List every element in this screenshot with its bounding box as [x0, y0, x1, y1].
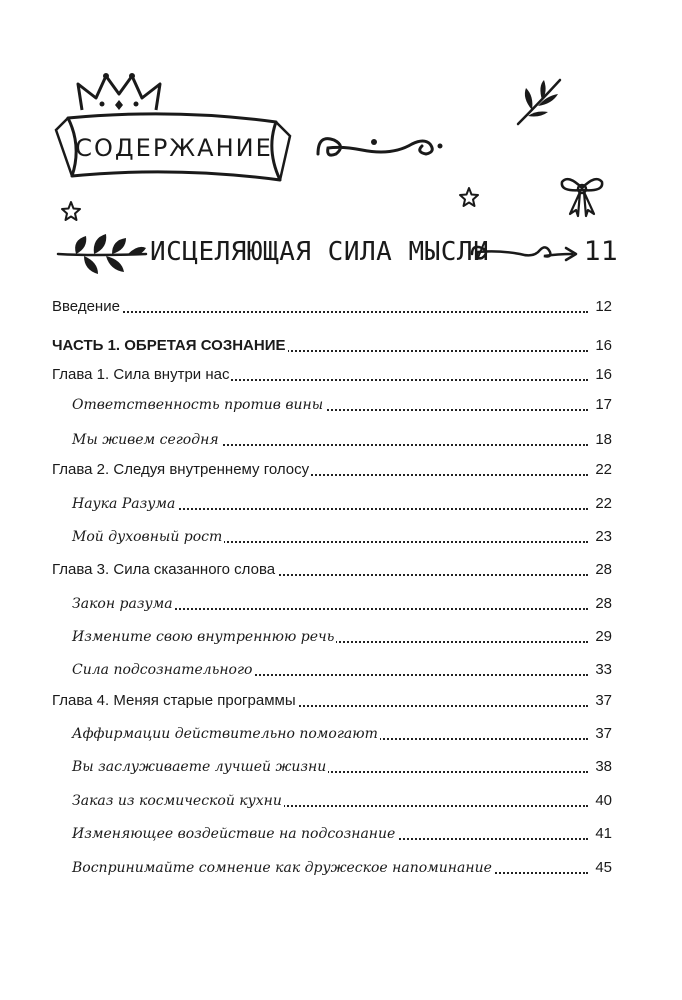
- toc-entry-label: Глава 2. Следуя внутреннему голосу: [52, 458, 311, 482]
- flourish-icon: [312, 128, 446, 164]
- toc-entry-page: 40: [593, 789, 612, 813]
- toc-entry[interactable]: [0, 428, 682, 452]
- toc-entry-label: Аффирмации действительно помогают: [72, 722, 380, 746]
- toc-entry-label: Мы живем сегодня: [72, 428, 221, 452]
- toc-entry-label: Изменяющее воздействие на подсознание: [72, 822, 397, 846]
- toc-entry[interactable]: [0, 334, 682, 358]
- crown-icon: [74, 70, 164, 114]
- toc-entry-label: Наука Разума: [72, 492, 177, 516]
- toc-entry-label: Воспринимайте сомнение как дружеское напоминание: [72, 856, 494, 880]
- toc-entry[interactable]: [0, 592, 682, 616]
- toc-entry-page: 33: [593, 658, 612, 682]
- toc-entry-page: 16: [593, 363, 612, 387]
- toc-entry-page: 29: [593, 625, 612, 649]
- toc-entry-page: 37: [593, 689, 612, 713]
- toc-entry[interactable]: [0, 393, 682, 417]
- toc-entry-page: 28: [593, 558, 612, 582]
- toc-entry-label: Заказ из космической кухни: [72, 789, 284, 813]
- bow-icon: [558, 170, 606, 220]
- star-icon: [458, 186, 480, 208]
- toc-entry[interactable]: [0, 856, 682, 880]
- star-icon: [60, 200, 82, 222]
- toc-entry-page: 38: [593, 755, 612, 779]
- toc-entry-label: Глава 1. Сила внутри нас: [52, 363, 231, 387]
- toc-entry-label: ЧАСТЬ 1. ОБРЕТАЯ СОЗНАНИЕ: [52, 334, 288, 358]
- toc-entry-page: 22: [593, 458, 612, 482]
- toc-entry-page: 45: [593, 856, 612, 880]
- toc-entry-page: 18: [593, 428, 612, 452]
- toc-entry[interactable]: [0, 722, 682, 746]
- toc-entry-page: 23: [593, 525, 612, 549]
- toc-entry[interactable]: [0, 525, 682, 549]
- toc-entry-page: 41: [593, 822, 612, 846]
- toc-entry-label: Введение: [52, 295, 122, 319]
- toc-entry-label: Ответственность против вины: [72, 393, 325, 417]
- book-title: ИСЦЕЛЯЮЩАЯ СИЛА МЫСЛИ: [150, 237, 490, 267]
- toc-entry-label: Глава 3. Сила сказанного слова: [52, 558, 277, 582]
- toc-entry[interactable]: [0, 789, 682, 813]
- toc-entry[interactable]: [0, 689, 682, 713]
- swirl-arrow-icon: [468, 240, 580, 266]
- toc-entry[interactable]: [0, 658, 682, 682]
- toc-entry[interactable]: [0, 295, 682, 319]
- toc-entry[interactable]: [0, 363, 682, 387]
- toc-entry[interactable]: [0, 822, 682, 846]
- toc-entry-label: Закон разума: [72, 592, 175, 616]
- leaf-branch-icon: [512, 74, 568, 130]
- toc-entry[interactable]: [0, 755, 682, 779]
- vine-icon: [54, 232, 150, 278]
- toc-entry-page: 16: [593, 334, 612, 358]
- toc-entry-label: Мой духовный рост: [72, 525, 224, 549]
- toc-entry-label: Вы заслуживаете лучшей жизни: [72, 755, 328, 779]
- toc-entry-page: 22: [593, 492, 612, 516]
- book-page-number: 11: [584, 236, 619, 267]
- toc-entry-page: 17: [593, 393, 612, 417]
- toc-entry[interactable]: [0, 492, 682, 516]
- toc-entry[interactable]: [0, 625, 682, 649]
- toc-entry-page: 12: [593, 295, 612, 319]
- toc-entry-page: 37: [593, 722, 612, 746]
- toc-entry-label: Сила подсознательного: [72, 658, 254, 682]
- contents-title: СОДЕРЖАНИЕ: [75, 134, 273, 162]
- toc-entry[interactable]: [0, 558, 682, 582]
- toc-entry[interactable]: [0, 458, 682, 482]
- contents-banner: [54, 110, 294, 190]
- toc-entry-label: Глава 4. Меняя старые программы: [52, 689, 298, 713]
- toc-entry-page: 28: [593, 592, 612, 616]
- toc-leader-dots: [52, 289, 588, 313]
- toc-entry-label: Измените свою внутреннюю речь: [72, 625, 336, 649]
